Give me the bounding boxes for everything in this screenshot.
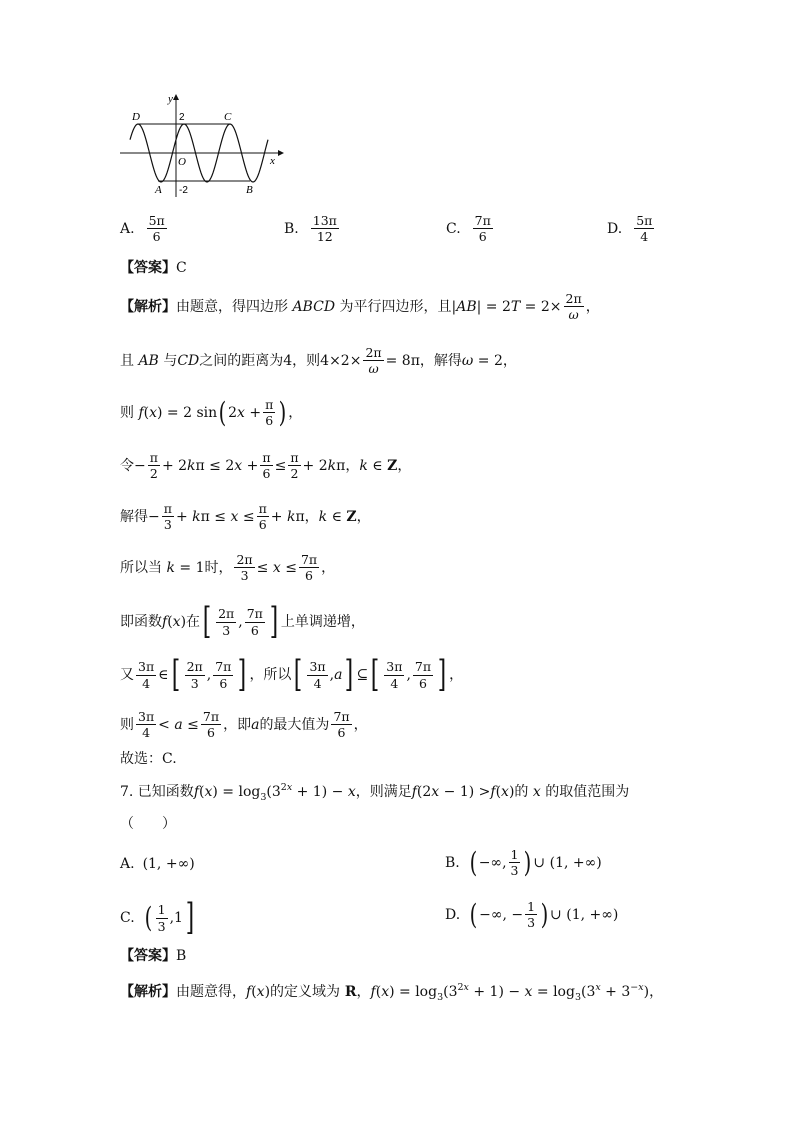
label-O: O [178, 156, 186, 168]
label-B: B [246, 184, 253, 196]
q6-analysis-line-5: 解得 − $\frac{\pi}{3}$ + kπ ≤ x ≤ $\frac{\pi}{6}$ + kπ，k ∈ Z， [120, 501, 371, 533]
q7-stem: 7. 已知函数 f ( x ) = $\log_3(3^{2x} + 1) - x$ ，则满足 f (2x − 1) > f ( x ) 的 x 的取值范围为 [120, 782, 630, 803]
q6-option-b: B. $\frac{13\pi}{12}$ [284, 213, 337, 245]
q6-analysis-line-2: 且 AB 与 CD 之间的距离为 4 ，则 4×2× $\frac{2\pi}{\omega}$ = 8π ，解得 ω = 2， [120, 345, 517, 377]
label-C: C [224, 111, 232, 123]
x-axis-arrow [278, 150, 284, 156]
q6-option-a: A. $\frac{5\pi}{6}$ [120, 213, 165, 245]
label-2: 2 [179, 112, 185, 123]
q7-option-b: B. ( −∞, $\frac{1}{3}$ ) ∪ (1, +∞) [445, 845, 602, 879]
q7-option-c: C. ( $\frac{1}{3}$ ,1 ] [120, 897, 195, 938]
label-x: x [270, 155, 275, 167]
label-A: A [155, 184, 162, 196]
q6-analysis-line-4: 令 − $\frac{\pi}{2}$ + 2kπ ≤ 2x + $\frac{\pi}{6}$ ≤ $\frac{\pi}{2}$ + 2kπ，k ∈ Z， [120, 450, 412, 482]
q6-analysis-line-8: 又 $\frac{3\pi}{4}$ ∈ [ $\frac{2\pi}{3}$ , $\frac{7\pi}{6}$ ] ，所以 [ $\frac{3\pi}{4}$ ,a ] ⊆ [ $\frac{3\pi}{4}$ , $\frac{7\pi}{6}$ ] ， [120, 654, 464, 695]
q7-option-d: D. ( −∞, − $\frac{1}{3}$ ) ∪ (1, +∞) [445, 897, 619, 931]
q6-answer: 【答案】 C [120, 260, 187, 276]
label-minus-2: -2 [179, 185, 188, 196]
q6-analysis-line-9: 则 $\frac{3\pi}{4}$ < a ≤ $\frac{7\pi}{6}$ ，即 a 的最大值为 $\frac{7\pi}{6}$ ， [120, 709, 368, 741]
q6-analysis-line-1: 【解析】 由题意，得四边形 ABCD 为平行四边形，且 |AB| = 2T = 2× $\frac{2\pi}{\omega}$ ， [120, 291, 600, 323]
q6-option-d: D. $\frac{5\pi}{4}$ [607, 213, 653, 245]
q6-conclusion: 故选：C. [120, 751, 177, 767]
y-axis-arrow [173, 94, 179, 100]
q6-option-c: C. $\frac{7\pi}{6}$ [446, 213, 491, 245]
q7-analysis-line-1: 【解析】 由题意得， f ( x ) 的定义域为 R， f ( x ) = $\log_3(3^{2x} + 1) - x = \log_3(3^x + 3^{-x})$， [120, 982, 664, 1003]
q6-analysis-line-6: 所以当 k = 1 时， $\frac{2\pi}{3}$ ≤ x ≤ $\frac{7\pi}{6}$ ， [120, 552, 336, 584]
q6-analysis-line-3: 则 f ( x ) = 2 sin ( 2x + $\frac{\pi}{6}$ ) ， [120, 395, 303, 429]
q7-option-a: A. (1, +∞) [120, 856, 195, 872]
q7-paren: （ ） [120, 816, 176, 832]
q7-answer: 【答案】 B [120, 948, 187, 964]
sine-graph [118, 92, 288, 202]
q6-analysis-line-7: 即函数 f ( x ) 在 [ $\frac{2\pi}{3}$ , $\frac{7\pi}{6}$ ] 上单调递增， [120, 601, 365, 642]
label-y: y [168, 93, 173, 105]
label-D: D [132, 111, 140, 123]
